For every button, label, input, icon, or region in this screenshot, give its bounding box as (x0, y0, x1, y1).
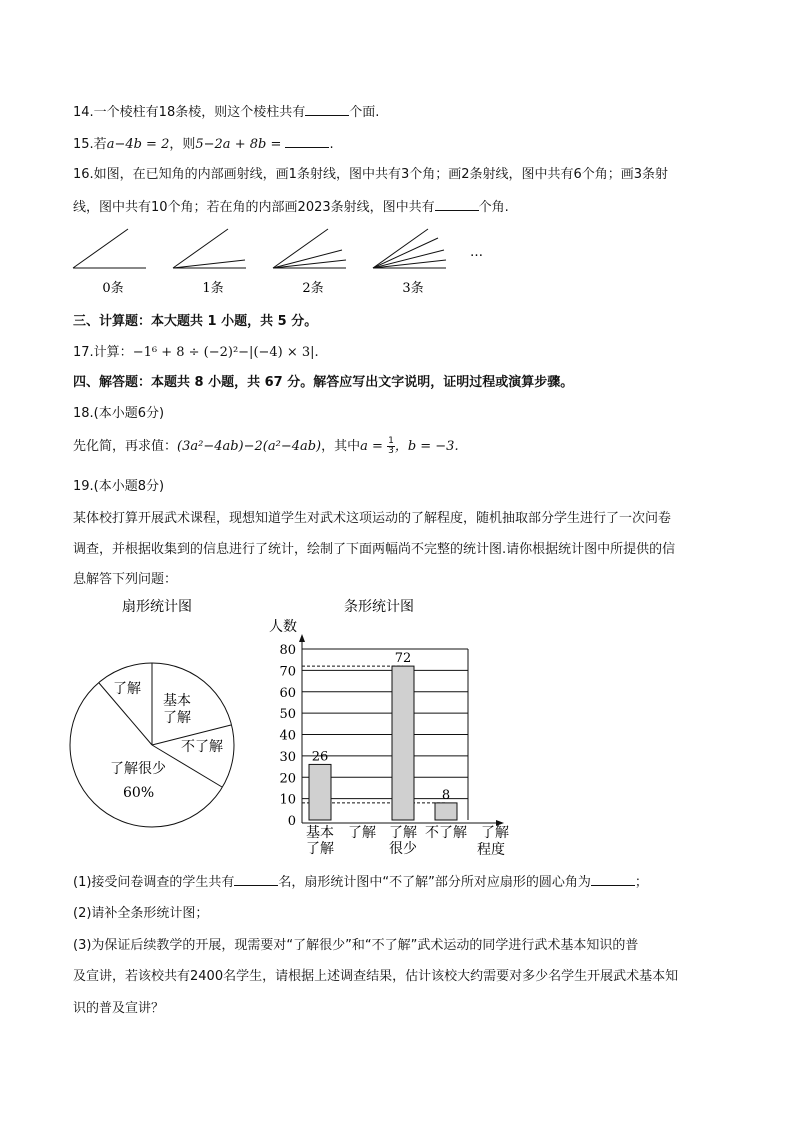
question-14 (73, 103, 379, 122)
q18-a-numerator: 1 (388, 436, 394, 446)
angle-label-0: 0条 (102, 281, 124, 296)
bar-value-label-3: 8 (441, 787, 451, 803)
q18-mid: ，其中 (321, 439, 361, 454)
q18-a-eq: a = (360, 439, 388, 454)
pie-label-jiben-line1: 基本 (163, 693, 191, 709)
question-18-body (73, 437, 459, 456)
q15-expression: 5−2a + 8b = (195, 137, 286, 152)
bar-category-label-2: 了解 (389, 825, 417, 841)
pie-label-buliaojie: 不了解 (181, 739, 223, 755)
angle-3-ray-2 (373, 250, 444, 268)
q19-sub1-end: ； (634, 875, 648, 890)
q15-mid: ，则 (169, 137, 196, 152)
q17-prefix: 17.计算： (73, 345, 133, 360)
bar-category-label-1: 了解 (348, 825, 376, 841)
section-3-heading: 三、计算题：本大题共 1 小题，共 5 分。 (73, 314, 318, 329)
bar-y-tick-label: 50 (279, 707, 296, 723)
bar-value-labels (312, 651, 450, 803)
q19-sub1 (73, 873, 648, 892)
bar-x-label-line2: 程度 (477, 842, 505, 858)
pie-label-liaojie: 了解 (113, 681, 141, 697)
question-15 (73, 135, 334, 154)
bar-y-label: 人数 (269, 619, 297, 635)
bar-title: 条形统计图 (344, 599, 414, 615)
q16-suffix: 个角. (478, 200, 509, 215)
angle-2-ray-2 (273, 250, 342, 268)
angle-ellipsis: … (470, 245, 483, 260)
q19-sub2: (2)请补全条形统计图； (73, 906, 209, 921)
bar-y-ticks (279, 643, 296, 829)
bar-x-categories (306, 824, 467, 857)
bar-2 (392, 666, 414, 820)
bar-category-label-0: 基本 (306, 825, 334, 841)
angle-2-ray-1 (273, 260, 346, 268)
bar-chart (262, 592, 532, 867)
angle-2-side (273, 229, 328, 268)
q14-text: 14.一个棱柱有18条棱，则这个棱柱共有 (73, 105, 306, 120)
angle-label-2: 2条 (302, 281, 324, 296)
q19-sub1-mid: 名，扇形统计图中“不了解”部分所对应扇形的圆心角为 (278, 875, 591, 890)
bar-y-axis-arrow (299, 634, 305, 642)
bar-category-label-2: 很少 (389, 841, 417, 857)
q16-line2-text: 线，图中共有10个角；若在角的内部画2023条射线，图中共有 (73, 200, 435, 215)
q19-sub1-text: (1)接受问卷调查的学生共有 (73, 875, 235, 890)
pie-chart (60, 592, 260, 862)
bar-y-tick-label: 30 (279, 749, 296, 765)
bar-3 (435, 803, 457, 820)
q15-answer-blank[interactable] (285, 135, 329, 148)
bar-category-label-0: 了解 (306, 841, 334, 857)
question-18-title: 18.(本小题6分) (73, 406, 165, 421)
q18-a-fraction (387, 437, 395, 456)
angle-0-side (73, 229, 128, 268)
q19-sub3-line3: 识的普及宣讲？ (73, 1001, 165, 1016)
q19-sub3-line1: (3)为保证后续教学的开展，现需要对“了解很少”和“不了解”武术运动的同学进行武术基本知识的普 (73, 938, 639, 953)
q18-a-denominator: 3 (388, 446, 394, 456)
bar-y-tick-label: 80 (279, 643, 296, 658)
bar-y-tick-label: 20 (279, 771, 296, 787)
q19-sub3-line2: 及宣讲，若该校共有2400名学生，请根据上述调查结果，估计该校大约需要对多少名学生开展武术基本知 (73, 969, 679, 984)
question-19-title: 19.(本小题8分) (73, 479, 165, 494)
pie-label-henshao-percent: 60% (123, 785, 155, 801)
q16-answer-blank[interactable] (435, 198, 479, 211)
angle-label-1: 1条 (202, 281, 224, 296)
q19-sub1-blank-1[interactable] (234, 873, 278, 886)
angle-label-3: 3条 (402, 281, 424, 296)
angle-figures (60, 222, 500, 302)
bar-value-label-2: 72 (394, 651, 412, 667)
q15-suffix: . (329, 137, 334, 152)
pie-label-jiben-line2: 了解 (163, 710, 191, 726)
q19-para-line3: 息解答下列问题： (73, 572, 178, 587)
q18-expression: (3a²−4ab)−2(a²−4ab) (177, 439, 322, 454)
angle-3-side (373, 229, 428, 268)
angle-3-ray-1 (373, 260, 446, 268)
q14-suffix: 个面. (349, 105, 380, 120)
bar-x-label-line1: 了解 (481, 825, 509, 841)
q18-prefix: 先化简，再求值： (73, 439, 178, 454)
q14-answer-blank[interactable] (305, 103, 349, 116)
bar-y-tick-label: 40 (279, 728, 296, 744)
bar-y-tick-label: 70 (279, 664, 296, 680)
question-17 (73, 344, 319, 362)
angle-1-side (173, 229, 228, 268)
bar-value-label-0: 26 (311, 749, 329, 765)
q19-para-line2: 调查，并根据收集到的信息进行了统计，绘制了下面两幅尚不完整的统计图.请你根据统计图中所提供的信 (73, 542, 676, 557)
section-4-heading: 四、解答题：本题共 8 小题，共 67 分。解答应写出文字说明，证明过程或演算步骤。 (73, 375, 574, 390)
q18-b-eq: ，b = −3. (394, 439, 459, 454)
pie-label-henshao: 了解很少 (110, 761, 166, 777)
pie-title: 扇形统计图 (122, 599, 192, 615)
q15-prefix: 15.若 (73, 137, 107, 152)
bar-y-tick-label: 0 (287, 814, 296, 829)
q19-sub1-blank-2[interactable] (591, 873, 635, 886)
q17-expression: −1⁶ + 8 ÷ (−2)²−|(−4) × 3|. (132, 345, 319, 360)
bar-bars (309, 666, 457, 820)
question-16-line1: 16.如图，在已知角的内部画射线，画1条射线，图中共有3个角；画2条射线，图中共有6个角；画3条射 (73, 167, 669, 182)
angle-1-ray-1 (173, 260, 245, 268)
bar-0 (309, 764, 331, 820)
q15-condition: a−4b = 2 (106, 137, 170, 152)
bar-category-label-3: 不了解 (425, 825, 467, 841)
bar-y-tick-label: 60 (279, 685, 296, 701)
q19-para-line1: 某体校打算开展武术课程，现想知道学生对武术这项运动的了解程度，随机抽取部分学生进行了一次问卷 (73, 511, 672, 526)
question-16-line2 (73, 198, 509, 217)
bar-y-tick-label: 10 (279, 792, 296, 808)
angle-3-ray-3 (373, 238, 438, 268)
